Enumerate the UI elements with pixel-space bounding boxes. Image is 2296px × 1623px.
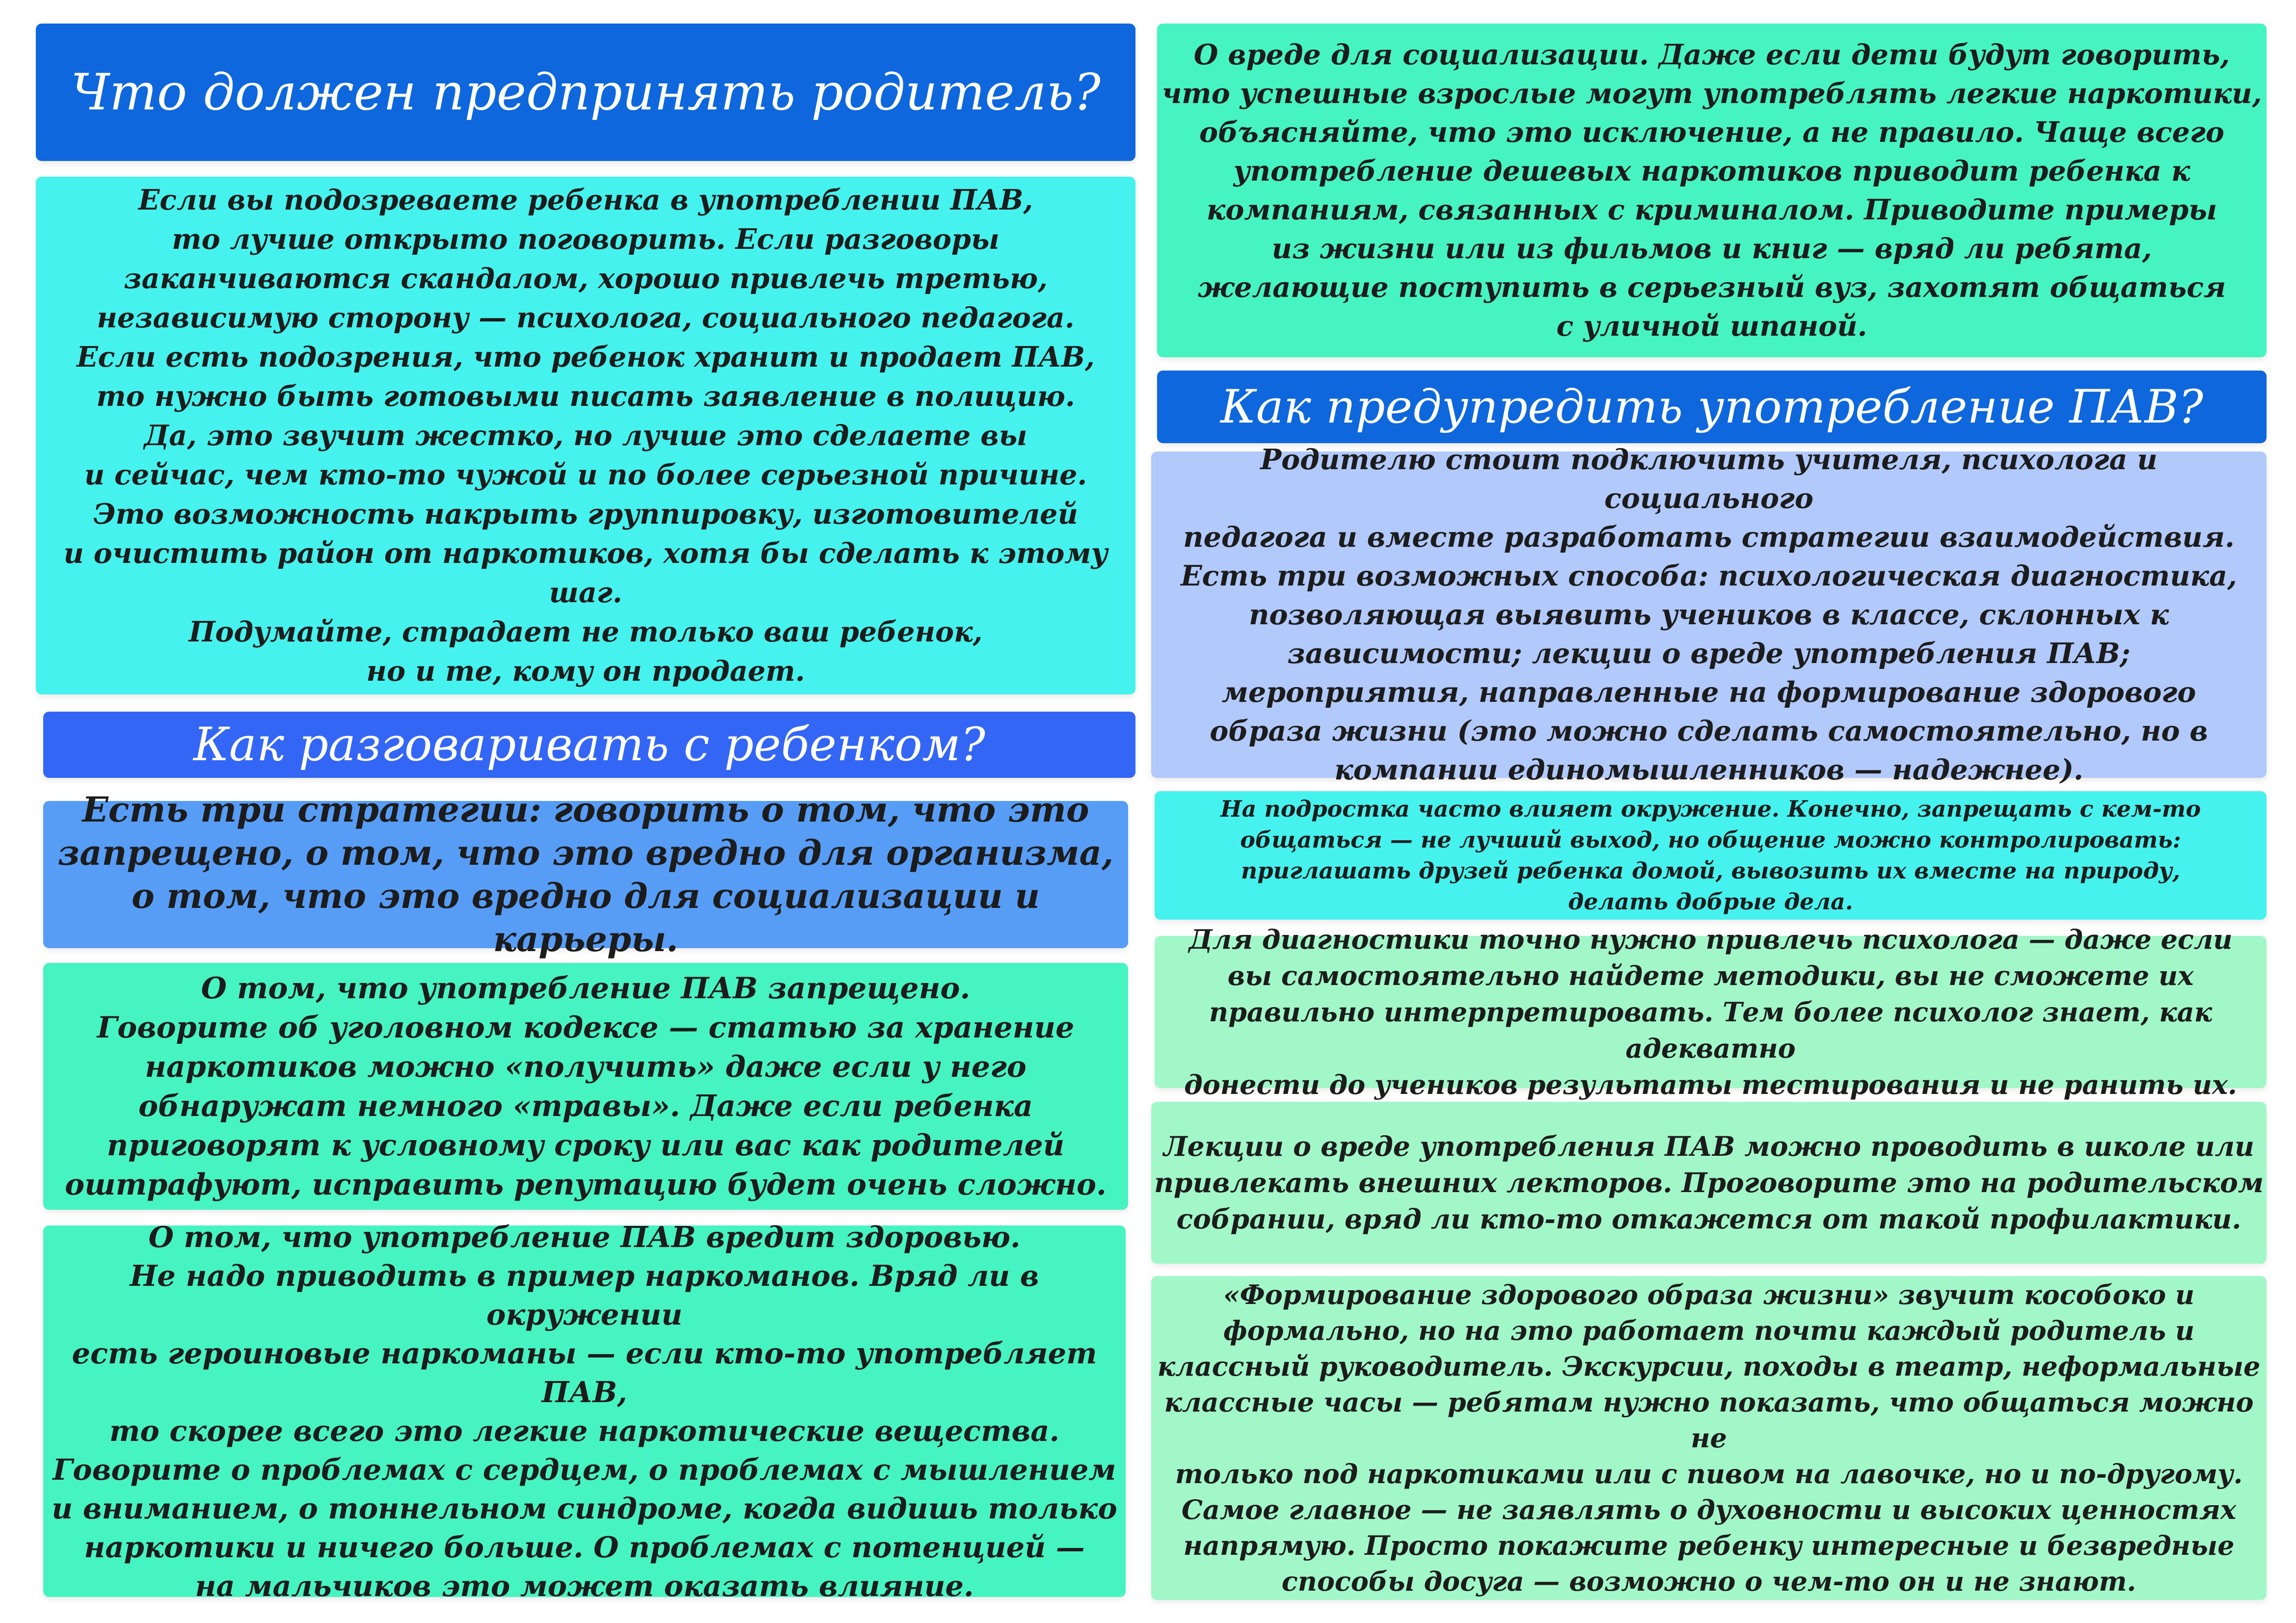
box-text: О вреде для социализации. Даже если дети будут говорить, что успешные взрослые могут употреблять легкие наркотики, объясняйте, что это исключение, а не правило. Чаще всего употребление дешевых наркотиков приводит ребенка к компаниям, связанных с криминалом. Приводите примеры из жизни или из фильмов и книг — вряд ли ребята, желающие поступить в серьезный вуз, захотят общаться с уличной шпаной. [1162, 38, 2262, 343]
box-text: «Формирование здорового образа жизни» звучит кособоко и формально, но на это работает почти каждый родитель и классный руководитель. Экскурсии, походы в театр, неформальные классные часы — ребятам нужно показать, что общаться можно не только под наркотиками или с пивом на лавочке, но и по-другому. Самое главное — не заявлять о духовности и высоких ценностях напрямую. Просто покажите ребенку интересные и безвредные способы досуга — возможно о чем-то он и не знают. [1157, 1278, 2261, 1597]
box-diagnostics [1155, 924, 2267, 1100]
box-socialization [1157, 24, 2267, 357]
box-forbidden [43, 963, 1128, 1210]
box-healthy-lifestyle [1151, 1276, 2267, 1600]
box-text: Для диагностики точно нужно привлечь психолога — даже если вы самостоятельно найдете методики, вы не сможете их правильно интерпретировать. Тем более психолог знает, как адекватно донести до учеников результаты тестирования и не ранить их. [1184, 924, 2237, 1100]
header-what-parent-should-do [36, 24, 1135, 161]
box-text: На подростка часто влияет окружение. Конечно, запрещать с кем-то общаться — не лучший выход, но общение можно контролировать: приглашать друзей ребенка домой, вывозить их вместе на природу, делать добрые дела. [1220, 796, 2201, 915]
box-teacher-psychologist [1151, 443, 2267, 786]
box-text: Лекции о вреде употребления ПАВ можно проводить в школе или привлекать внешних лекторов. Проговорите это на родительском собрании, вряд ли кто-то откажется от такой профилактики. [1154, 1130, 2264, 1235]
box-text: О том, что употребление ПАВ запрещено. Говорите об уголовном кодексе — статью за хранение наркотиков можно «получить» даже если у него обнаружат немного «травы». Даже если ребенка приговорят к условному сроку или вас как родителей оштрафуют, исправить репутацию будет очень сложно. [65, 971, 1107, 1202]
box-text: Есть три стратегии: говорить о том, что это запрещено, о том, что это вредно для организма, о том, что это вредно для социализации и карьеры. [57, 789, 1114, 959]
box-friends-environment [1155, 791, 2267, 920]
box-three-strategies [43, 789, 1128, 959]
box-lectures [1151, 1102, 2267, 1264]
header-how-to-talk [43, 712, 1135, 778]
box-health [43, 1220, 1126, 1603]
box-suspect-child [36, 177, 1135, 694]
header-text: Как предупредить употребление ПАВ? [1220, 380, 2203, 434]
header-how-to-prevent [1157, 371, 2267, 443]
box-text: О том, что употребление ПАВ вредит здоровью. Не надо приводить в пример наркоманов. Вряд ли в окружении есть героиновые наркоманы — если кто-то употребляет ПАВ, то скорее всего это легкие наркотические вещества. Говорите о проблемах с сердцем, о проблемах с мышлением и вниманием, о тоннельном синдроме, когда видишь только наркотики и ничего больше. О проблемах с потенцией — на мальчиков это может оказать влияние. [52, 1220, 1117, 1603]
header-text: Что должен предпринять родитель? [71, 63, 1101, 122]
box-text: Родителю стоит подключить учителя, психолога и социального педагога и вместе разработать стратегии взаимодействия. Есть три возможных способа: психологическая диагностика, позволяющая выявить учеников в классе, склонных к зависимости; лекции о вреде употребления ПАВ; мероприятия, направленные на формирование здорового образа жизни (это можно сделать самостоятельно, но в компании единомышленников — надежнее). [1181, 443, 2237, 786]
box-text: Если вы подозреваете ребенка в употреблении ПАВ, то лучше открыто поговорить. Если разговоры заканчиваются скандалом, хорошо привлечь третью, независимую сторону — психолога, социального педагога. Если есть подозрения, что ребенок хранит и продает ПАВ, то нужно быть готовыми писать заявление в полицию. Да, это звучит жестко, но лучше это сделаете вы и сейчас, чем кто-то чужой и по более серьезной причине. Это возможность накрыть группировку, изготовителей и очистить район от наркотиков, хотя бы сделать к этому шаг. Подумайте, страдает не только ваш ребенок, но и те, кому он продает. [63, 183, 1108, 688]
header-text: Как разговаривать с ребенком? [193, 718, 986, 772]
